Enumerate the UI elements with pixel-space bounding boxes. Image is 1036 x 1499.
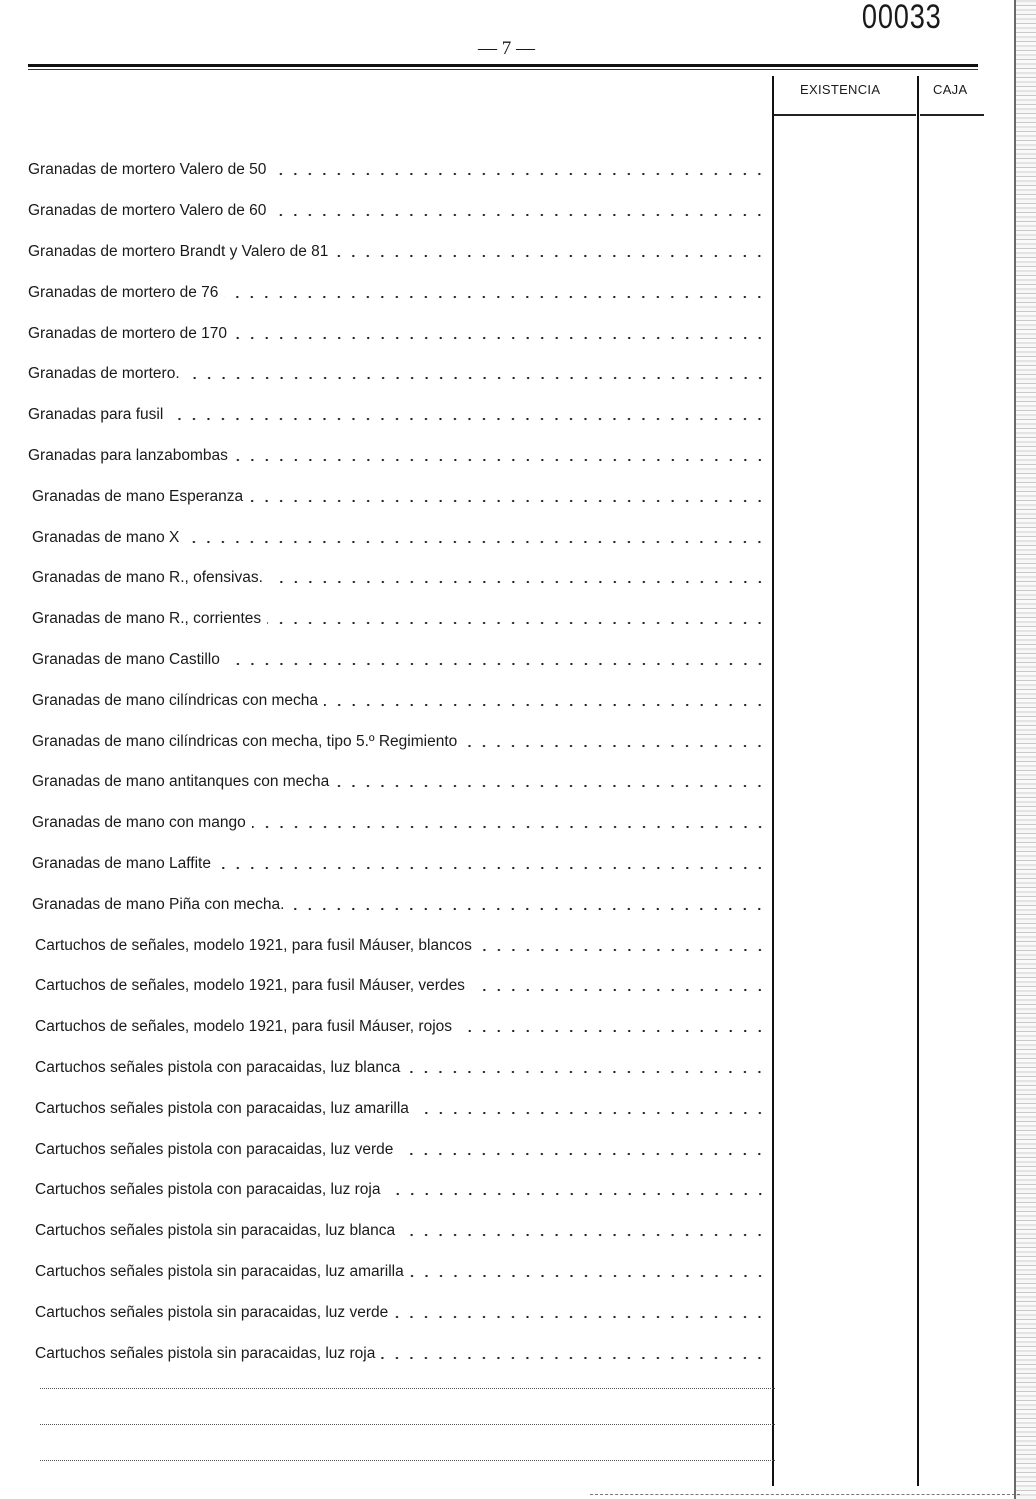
list-item — [28, 191, 773, 232]
blank-entry-line — [40, 1460, 775, 1461]
dot-leader — [381, 1356, 767, 1360]
item-label: Granadas de mano X — [32, 528, 180, 546]
dot-leader — [410, 1274, 767, 1278]
item-label: Cartuchos señales pistola sin paracaidas, luz roja — [35, 1344, 376, 1362]
dot-leader — [234, 458, 767, 462]
list-item — [28, 395, 773, 436]
dot-leader — [415, 1111, 767, 1115]
list-item — [28, 966, 773, 1007]
dot-leader — [458, 1029, 767, 1033]
item-label: Granadas de mortero Valero de 50 — [28, 161, 267, 179]
item-label: Cartuchos señales pistola sin paracaidas, luz amarilla — [35, 1262, 404, 1280]
dot-leader — [399, 1152, 767, 1156]
list-item — [28, 558, 773, 599]
dot-leader — [226, 662, 767, 666]
bottom-edge-line — [590, 1494, 1020, 1495]
list-item — [28, 476, 773, 517]
list-item — [28, 1048, 773, 1089]
list-item — [28, 1252, 773, 1293]
blank-entry-line — [40, 1424, 775, 1425]
dot-leader — [269, 580, 767, 584]
header-underline-existencia — [774, 114, 916, 116]
item-label: Granadas de mortero Brandt y Valero de 81 — [28, 242, 329, 260]
item-label: Cartuchos señales pistola sin paracaidas, luz verde — [35, 1303, 389, 1321]
document-number: 00033 — [862, 0, 942, 36]
scanned-page-edge — [1014, 0, 1036, 1499]
item-label: Granadas de mano cilíndricas con mecha — [32, 691, 319, 709]
list-item — [28, 313, 773, 354]
dot-leader — [463, 744, 767, 748]
list-item — [28, 721, 773, 762]
item-label: Cartuchos señales pistola sin paracaidas, luz blanca — [35, 1222, 396, 1240]
list-item — [28, 436, 773, 477]
item-label: Granadas de mano Castillo — [32, 650, 220, 668]
dot-leader — [335, 784, 767, 788]
dot-leader — [186, 376, 767, 380]
item-label: Granadas de mortero. — [28, 365, 180, 383]
list-item — [28, 762, 773, 803]
item-label: Granadas de mortero Valero de 60 — [28, 202, 267, 220]
item-label: Cartuchos de señales, modelo 1921, para fusil Máuser, blancos — [35, 936, 472, 954]
list-item — [28, 150, 773, 191]
dot-leader — [252, 825, 767, 829]
dot-leader — [267, 621, 767, 625]
dot-leader — [401, 1233, 767, 1237]
item-label: Granadas de mano con mango — [32, 814, 246, 832]
list-item — [28, 680, 773, 721]
blank-entry-line — [40, 1388, 775, 1389]
header-rule — [28, 64, 978, 67]
dot-leader — [217, 866, 767, 870]
item-label: Cartuchos señales pistola con paracaidas, luz amarilla — [35, 1099, 409, 1117]
list-item — [28, 1211, 773, 1252]
item-label: Granadas de mano Piña con mecha. — [32, 895, 285, 913]
header-rule-thin — [28, 69, 978, 70]
list-item — [28, 272, 773, 313]
item-label: Granadas de mano Esperanza — [32, 487, 244, 505]
list-item — [28, 599, 773, 640]
dot-leader — [471, 988, 767, 992]
list-item — [28, 232, 773, 273]
item-label: Granadas de mortero de 76 — [28, 283, 219, 301]
dot-leader — [324, 703, 767, 707]
dot-leader — [185, 540, 767, 544]
list-item — [28, 1170, 773, 1211]
list-item — [28, 517, 773, 558]
dot-leader — [406, 1070, 767, 1074]
dot-leader — [224, 295, 767, 299]
dot-leader — [233, 336, 767, 340]
dot-leader — [169, 417, 767, 421]
column-header-caja: CAJA — [933, 82, 968, 97]
item-label: Granadas de mano R., corrientes — [32, 610, 262, 628]
list-item — [28, 884, 773, 925]
item-label: Granadas de mano cilíndricas con mecha, tipo 5.º Regimiento — [32, 732, 458, 750]
list-item — [28, 803, 773, 844]
dot-leader — [272, 172, 767, 176]
list-item — [28, 354, 773, 395]
column-header-existencia: EXISTENCIA — [800, 82, 881, 97]
list-item — [28, 1007, 773, 1048]
item-label: Granadas para lanzabombas — [28, 446, 228, 464]
list-item — [28, 1292, 773, 1333]
list-item — [28, 1333, 773, 1374]
item-label: Granadas de mano Laffite — [32, 854, 211, 872]
item-label: Cartuchos señales pistola con paracaidas, luz roja — [35, 1181, 381, 1199]
item-label: Cartuchos de señales, modelo 1921, para fusil Máuser, verdes — [35, 977, 465, 995]
item-label: Granadas de mano R., ofensivas. — [32, 569, 263, 587]
page-number: — 7 — — [478, 38, 535, 59]
dot-leader — [290, 907, 767, 911]
column-divider-caja — [917, 76, 919, 1486]
header-underline-caja — [920, 114, 984, 116]
item-label: Granadas de mortero de 170 — [28, 324, 228, 342]
item-label: Granadas para fusil — [28, 406, 164, 424]
list-item — [28, 640, 773, 681]
list-item — [28, 925, 773, 966]
item-label: Cartuchos señales pistola con paracaidas, luz blanca — [35, 1058, 401, 1076]
dot-leader — [387, 1192, 768, 1196]
inventory-list — [28, 150, 773, 1374]
list-item — [28, 1129, 773, 1170]
item-label: Cartuchos señales pistola con paracaidas, luz verde — [35, 1140, 394, 1158]
dot-leader — [272, 213, 767, 217]
item-label: Granadas de mano antitanques con mecha — [32, 773, 330, 791]
list-item — [28, 1088, 773, 1129]
item-label: Cartuchos de señales, modelo 1921, para fusil Máuser, rojos — [35, 1018, 453, 1036]
dot-leader — [334, 254, 767, 258]
dot-leader — [249, 499, 767, 503]
dot-leader — [478, 948, 767, 952]
list-item — [28, 844, 773, 885]
dot-leader — [394, 1315, 767, 1319]
